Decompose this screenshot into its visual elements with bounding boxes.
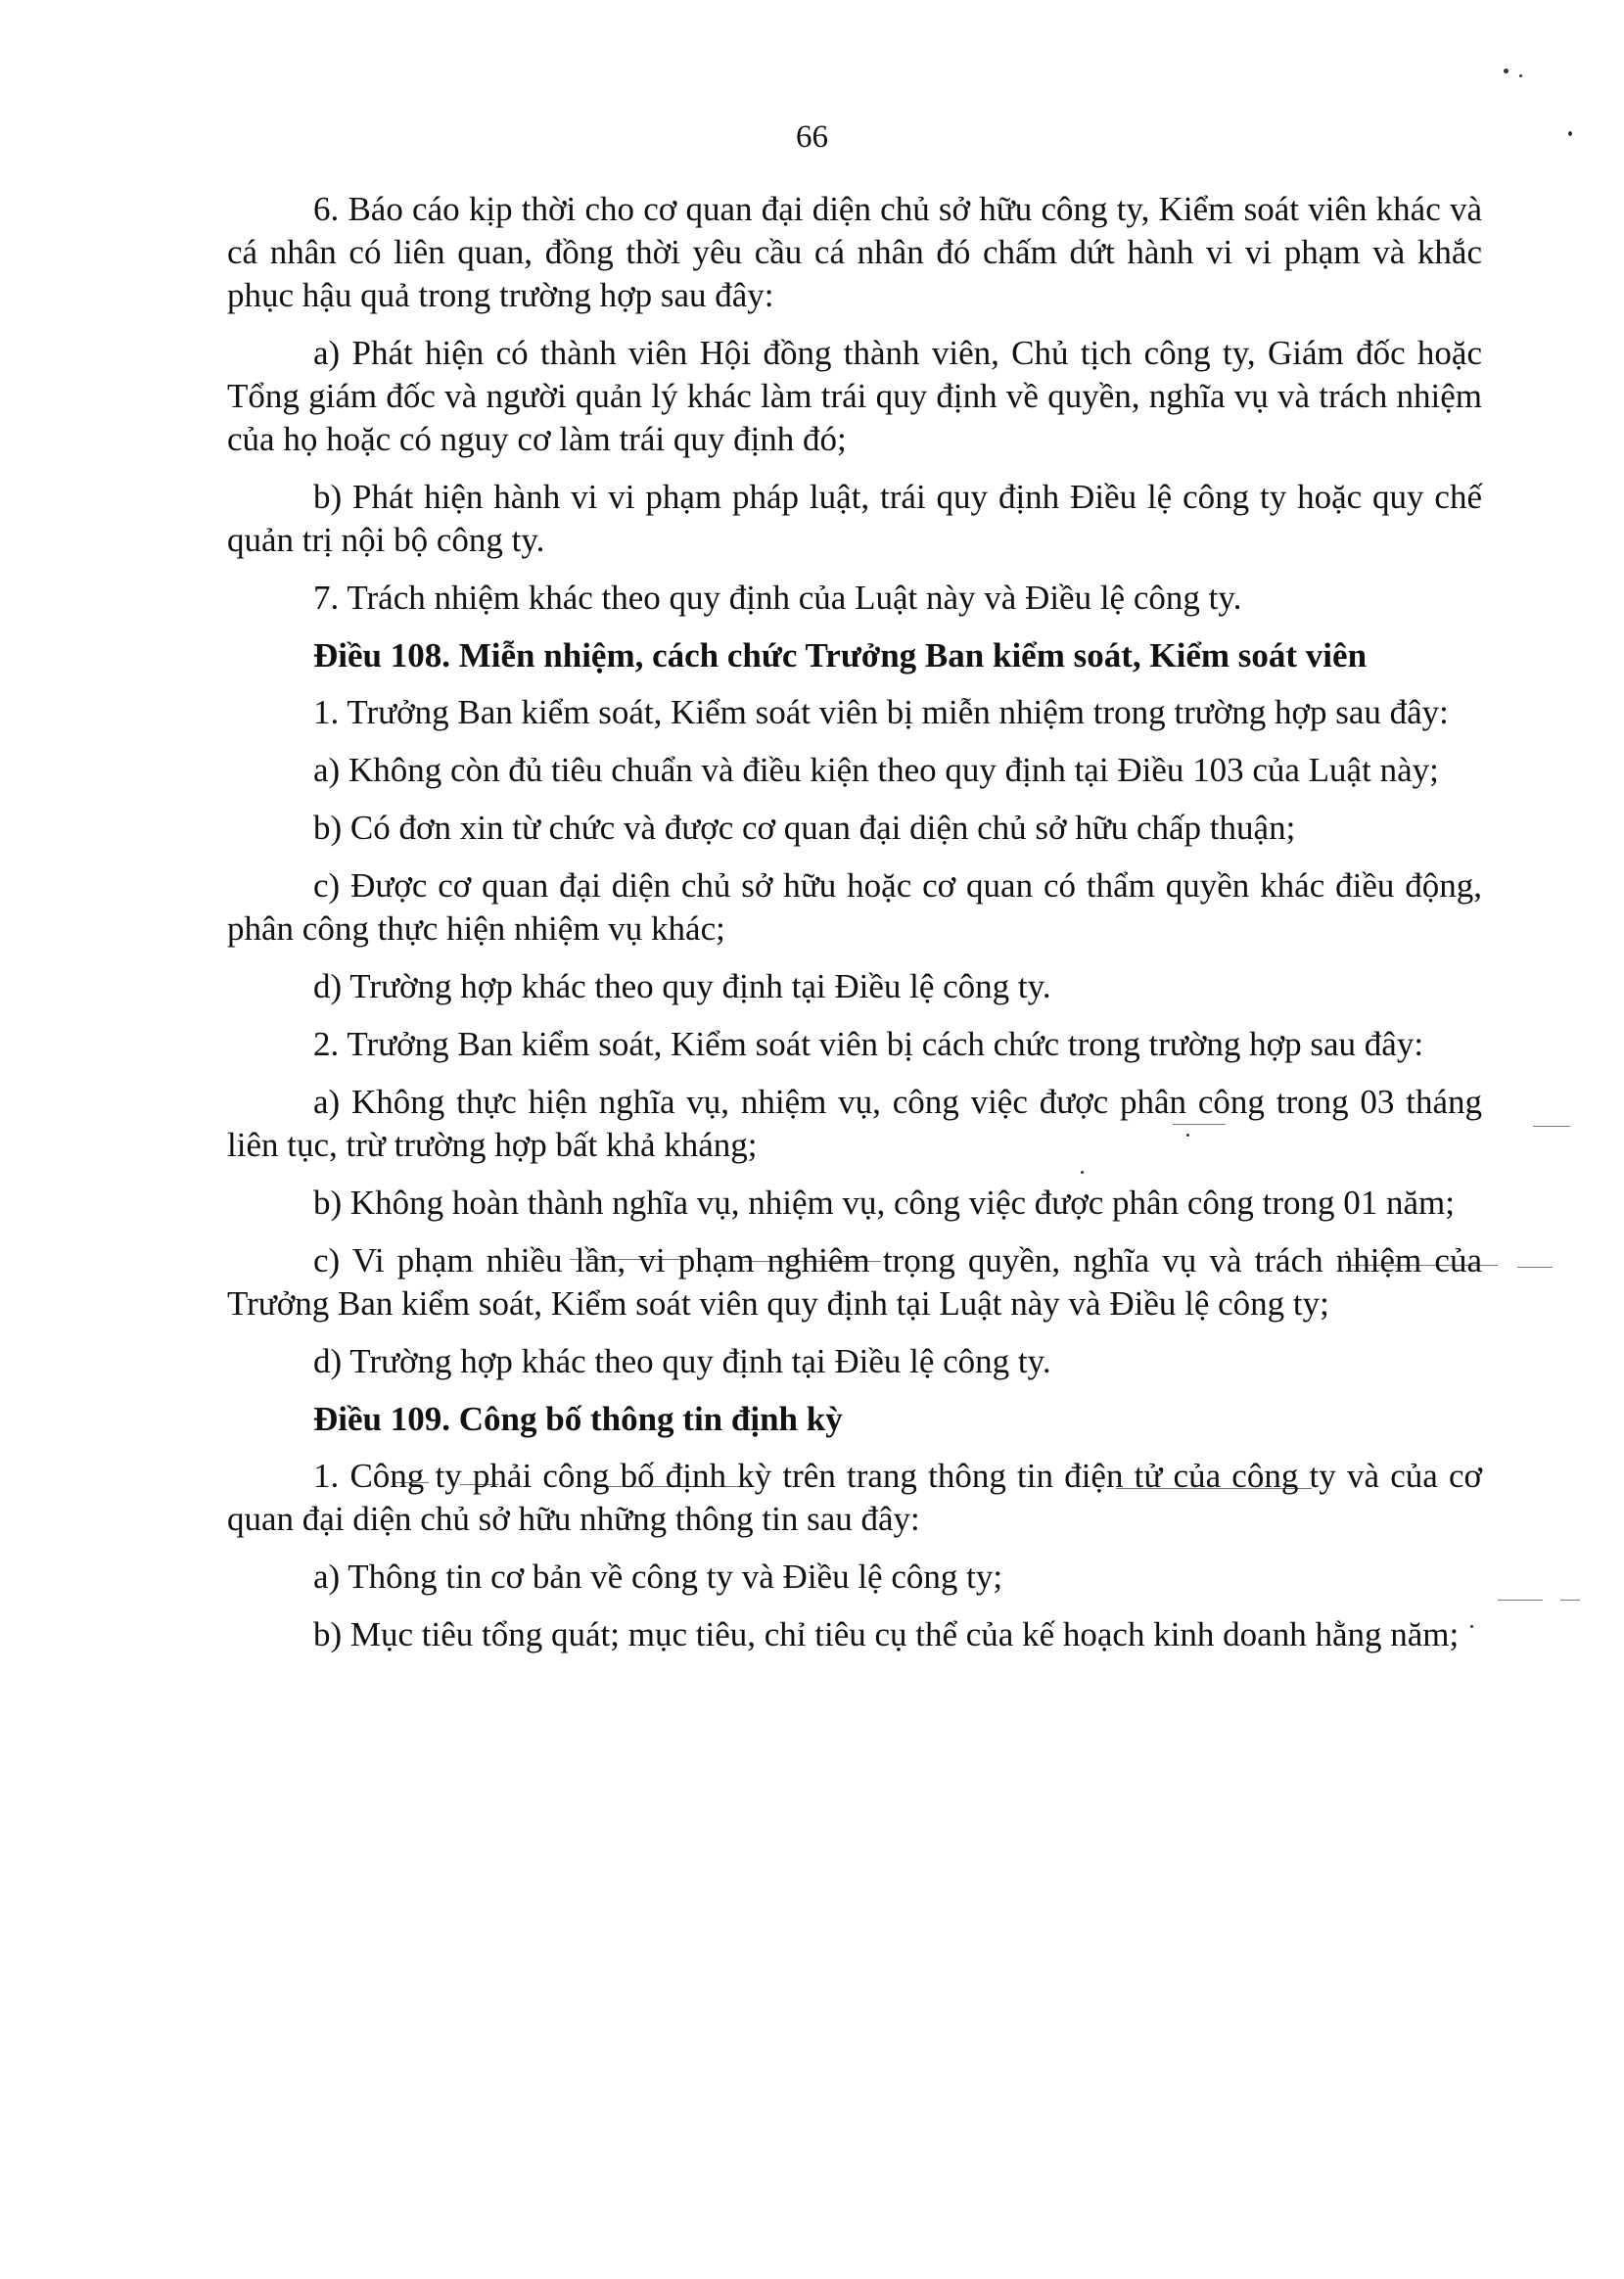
paragraph: a) Không thực hiện nghĩa vụ, nhiệm vụ, công việc được phân công trong 03 tháng liên tục, trừ trường hợp bất khả kháng; <box>227 1083 1482 1164</box>
paragraph: 1. Trưởng Ban kiểm soát, Kiểm soát viên bị miễn nhiệm trong trường hợp sau đây: <box>313 693 1449 731</box>
scan-dash <box>1560 1600 1580 1601</box>
paragraph: b) Có đơn xin từ chức và được cơ quan đại diện chủ sở hữu chấp thuận; <box>313 809 1296 847</box>
paragraph: 2. Trưởng Ban kiểm soát, Kiểm soát viên bị cách chức trong trường hợp sau đây: <box>313 1025 1424 1063</box>
paragraph: d) Trường hợp khác theo quy định tại Điều lệ công ty. <box>313 967 1051 1005</box>
paragraph: a) Không còn đủ tiêu chuẩn và điều kiện theo quy định tại Điều 103 của Luật này; <box>313 751 1439 789</box>
document-body <box>227 188 1482 1671</box>
paragraph: d) Trường hợp khác theo quy định tại Điều lệ công ty. <box>313 1342 1051 1380</box>
paragraph: c) Vi phạm nhiều lần, vi phạm nghiêm trọng quyền, nghĩa vụ và trách nhiệm của Trưởng Ban kiểm soát, Kiểm soát viên quy định tại Luật này và Điều lệ công ty; <box>227 1241 1482 1323</box>
paragraph: b) Mục tiêu tổng quát; mục tiêu, chỉ tiêu cụ thể của kế hoạch kinh doanh hằng năm; <box>313 1615 1460 1653</box>
scan-speck <box>1519 74 1522 77</box>
scan-speck <box>1504 69 1508 73</box>
paragraph: 6. Báo cáo kịp thời cho cơ quan đại diện chủ sở hữu công ty, Kiểm soát viên khác và cá nhân có liên quan, đồng thời yêu cầu cá nhân đó chấm dứt hành vi vi phạm và khắc phục hậu quả trong trường hợp sau đây: <box>227 190 1482 314</box>
paragraph: b) Phát hiện hành vi vi phạm pháp luật, trái quy định Điều lệ công ty hoặc quy chế quản trị nội bộ công ty. <box>227 478 1482 559</box>
article-heading: Điều 109. Công bố thông tin định kỳ <box>313 1400 843 1438</box>
paragraph: b) Không hoàn thành nghĩa vụ, nhiệm vụ, công việc được phân công trong 01 năm; <box>313 1184 1455 1222</box>
paragraph: 1. Công ty phải công bố định kỳ trên trang thông tin điện tử của công ty và của cơ quan đại diện chủ sở hữu những thông tin sau đây: <box>227 1457 1482 1538</box>
paragraph: a) Phát hiện có thành viên Hội đồng thành viên, Chủ tịch công ty, Giám đốc hoặc Tổng giám đốc và người quản lý khác làm trái quy định về quyền, nghĩa vụ và trách nhiệm của họ hoặc có nguy cơ làm trái quy định đó; <box>227 334 1482 458</box>
page-number: 66 <box>796 119 828 155</box>
paragraph: a) Thông tin cơ bản về công ty và Điều lệ công ty; <box>313 1558 1003 1596</box>
article-heading: Điều 108. Miễn nhiệm, cách chức Trưởng Ban kiểm soát, Kiểm soát viên <box>313 636 1368 674</box>
scan-dash <box>1498 1600 1543 1601</box>
scan-dash <box>1533 1126 1570 1127</box>
scan-dash <box>1517 1267 1553 1268</box>
paragraph: 7. Trách nhiệm khác theo quy định của Luật này và Điều lệ công ty. <box>313 579 1242 617</box>
paragraph: c) Được cơ quan đại diện chủ sở hữu hoặc cơ quan có thẩm quyền khác điều động, phân công thực hiện nhiệm vụ khác; <box>227 866 1482 948</box>
